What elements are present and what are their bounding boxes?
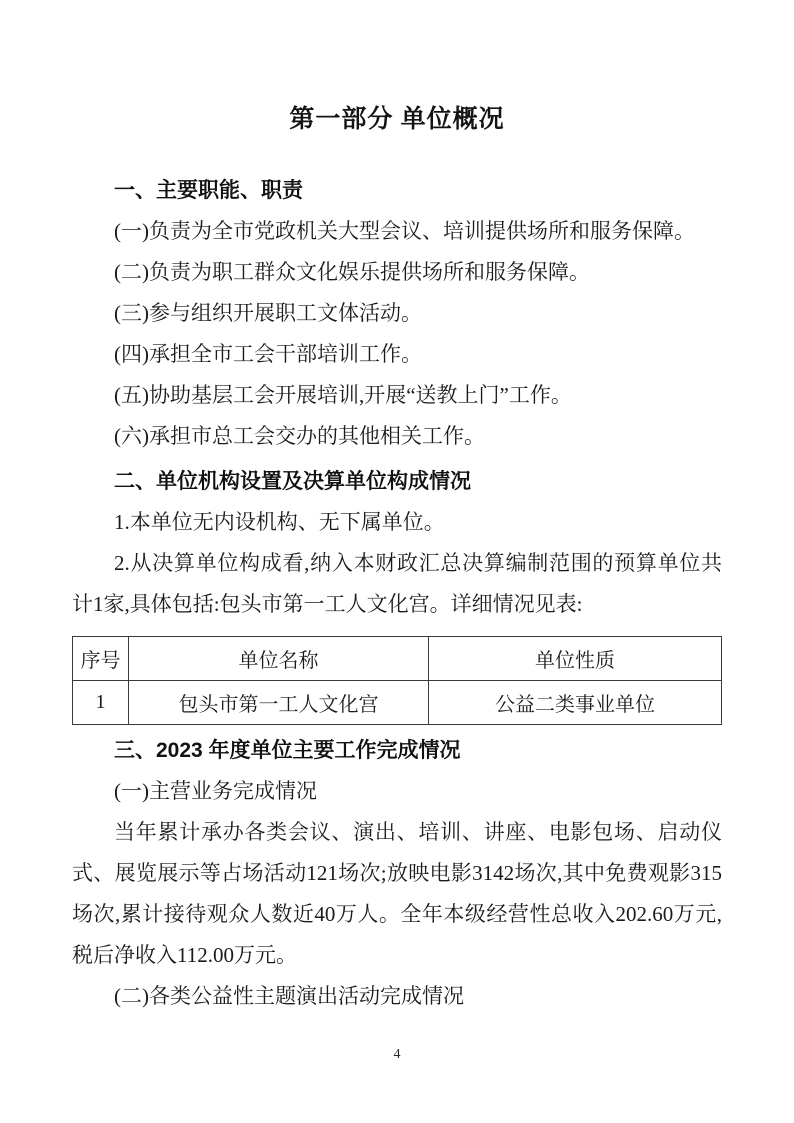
section-3-sub-1-paragraph: 当年累计承办各类会议、演出、培训、讲座、电影包场、启动仪式、展览展示等占场活动121场次;放映电影3142场次,其中免费观影315场次,累计接待观众人数近40万人。全年本级经营性总收入202.60万元,税后净收入112.00万元。	[72, 820, 722, 967]
table-header-index: 序号	[73, 637, 129, 681]
section-3-sub-2-heading: (二)各类公益性主题演出活动完成情况	[114, 984, 464, 1008]
table-header-unit-name: 单位名称	[129, 637, 429, 681]
section-2-paragraph-1: 1.本单位无内设机构、无下属单位。	[114, 510, 445, 534]
section-1-item-3: (三)参与组织开展职工文体活动。	[114, 301, 422, 325]
table-cell-unit-type: 公益二类事业单位	[429, 681, 722, 725]
section-1-heading: 一、主要职能、职责	[114, 179, 303, 202]
section-3-heading: 三、2023 年度单位主要工作完成情况	[114, 739, 461, 762]
table-cell-index: 1	[73, 681, 129, 725]
table-cell-unit-name: 包头市第一工人文化宫	[129, 681, 429, 725]
section-2-paragraph-2: 2.从决算单位构成看,纳入本财政汇总决算编制范围的预算单位共计1家,具体包括:包头市第一工人文化宫。详细情况见表:	[72, 551, 722, 616]
section-3-sub-1-heading: (一)主营业务完成情况	[114, 779, 317, 803]
section-1-item-6: (六)承担市总工会交办的其他相关工作。	[114, 424, 485, 448]
section-1-item-2: (二)负责为职工群众文化娱乐提供场所和服务保障。	[114, 260, 590, 284]
document-title: 第一部分 单位概况	[289, 106, 505, 133]
unit-table	[72, 636, 722, 725]
page-number: 4	[393, 1047, 401, 1062]
section-2-heading: 二、单位机构设置及决算单位构成情况	[114, 470, 471, 493]
section-1-item-4: (四)承担全市工会干部培训工作。	[114, 342, 422, 366]
table-header-row	[73, 637, 722, 681]
section-1-item-5: (五)协助基层工会开展培训,开展“送教上门”工作。	[114, 383, 572, 407]
table-row	[73, 681, 722, 725]
table-header-unit-type: 单位性质	[429, 637, 722, 681]
section-1-item-1: (一)负责为全市党政机关大型会议、培训提供场所和服务保障。	[114, 219, 695, 243]
